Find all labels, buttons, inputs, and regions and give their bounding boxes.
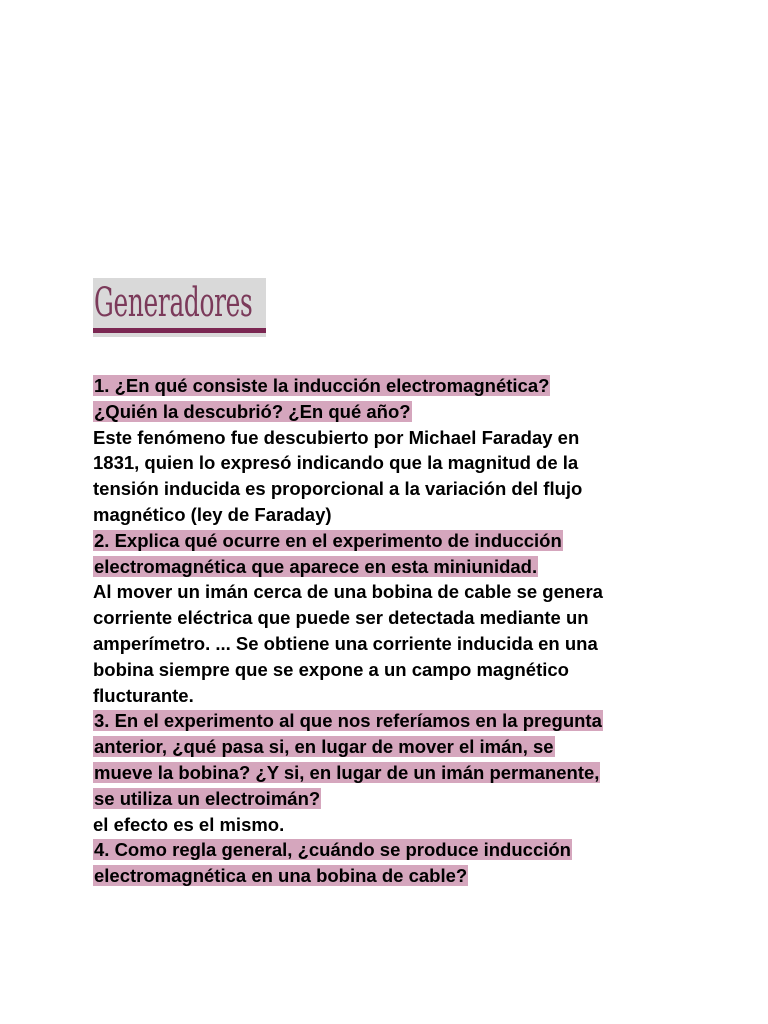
line-text: flucturante. bbox=[93, 684, 194, 706]
page-title: Generadores bbox=[94, 280, 253, 326]
line-text: 1. ¿En qué consiste la inducción electromagnética? bbox=[94, 375, 550, 396]
answer-line bbox=[93, 425, 693, 451]
question-line bbox=[93, 760, 693, 786]
answer-line bbox=[93, 812, 693, 838]
line-text: Este fenómeno fue descubierto por Michael Faraday en bbox=[93, 426, 580, 448]
line-text: magnético (ley de Faraday) bbox=[93, 503, 332, 525]
document-body bbox=[93, 373, 693, 889]
question-line bbox=[93, 554, 693, 580]
line-text: amperímetro. ... Se obtiene una corriente inducida en una bbox=[93, 632, 598, 654]
line-text: bobina siempre que se expone a un campo magnético bbox=[93, 658, 569, 680]
line-text: 3. En el experimento al que nos referíamos en la pregunta bbox=[94, 710, 602, 732]
answer-line bbox=[93, 579, 693, 605]
line-text: tensión inducida es proporcional a la variación del flujo bbox=[93, 478, 583, 500]
question-line bbox=[93, 399, 693, 425]
question-line bbox=[93, 863, 693, 889]
line-text: corriente eléctrica que puede ser detectada mediante un bbox=[93, 607, 589, 629]
title-underline bbox=[93, 328, 266, 333]
title-block bbox=[93, 278, 266, 337]
line-text: Al mover un imán cerca de una bobina de cable se genera bbox=[93, 581, 603, 603]
line-text: electromagnética que aparece en esta miniunidad. bbox=[94, 555, 538, 577]
question-line bbox=[93, 373, 693, 399]
question-line bbox=[93, 528, 693, 554]
line-text: el efecto es el mismo. bbox=[93, 813, 285, 835]
question-line bbox=[93, 708, 693, 734]
answer-line bbox=[93, 450, 693, 476]
answer-line bbox=[93, 631, 693, 657]
line-text: ¿Quién la descubrió? ¿En qué año? bbox=[94, 400, 411, 422]
question-line bbox=[93, 837, 693, 863]
line-text: se utiliza un electroimán? bbox=[94, 787, 321, 809]
answer-line bbox=[93, 502, 693, 528]
line-text: electromagnética en una bobina de cable? bbox=[94, 865, 468, 887]
question-line bbox=[93, 734, 693, 760]
question-line bbox=[93, 786, 693, 812]
line-text: mueve la bobina? ¿Y si, en lugar de un imán permanente, bbox=[94, 761, 600, 783]
line-text: 1831, quien lo expresó indicando que la magnitud de la bbox=[93, 452, 579, 474]
line-text: 2. Explica qué ocurre en el experimento de inducción bbox=[94, 529, 562, 551]
answer-line bbox=[93, 657, 693, 683]
line-text: 4. Como regla general, ¿cuándo se produce inducción bbox=[94, 839, 571, 861]
line-text: anterior, ¿qué pasa si, en lugar de mover el imán, se bbox=[94, 736, 554, 758]
answer-line bbox=[93, 605, 693, 631]
answer-line bbox=[93, 476, 693, 502]
answer-line bbox=[93, 683, 693, 709]
